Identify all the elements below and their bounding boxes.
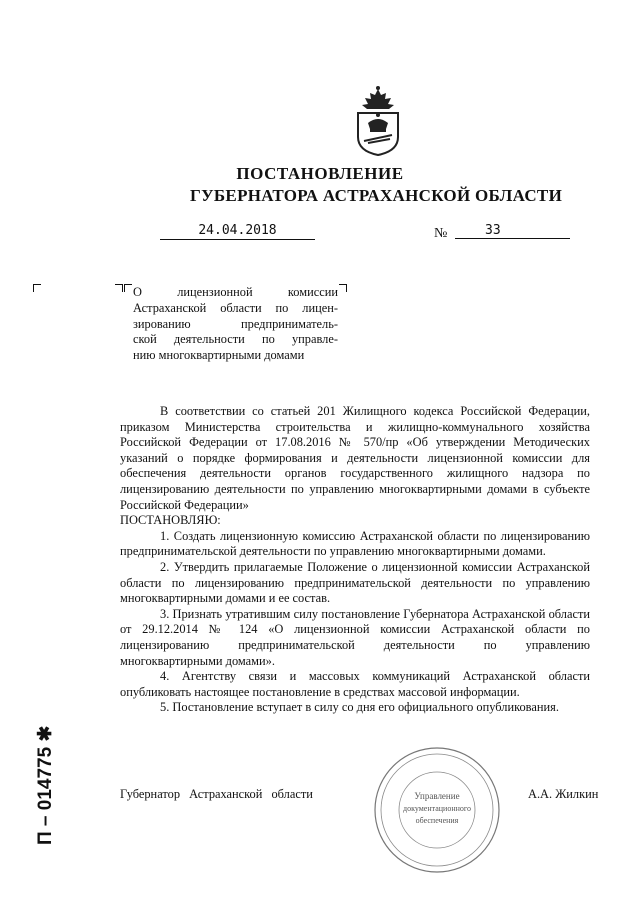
document-issuer: ГУБЕРНАТОРА АСТРАХАНСКОЙ ОБЛАСТИ	[190, 186, 563, 205]
item-paragraph: 5. Постановление вступает в силу со дня его официального опубликования.	[160, 700, 559, 715]
subject-line: ской деятельности по управле-	[133, 332, 338, 347]
subject-line: О лицензионной комиссии	[133, 285, 338, 299]
preamble-paragraph: В соответствии со статьей 201 Жилищного кодекса Российской Федерации, приказом Министерства строительства и жилищно-коммунального хозяйства Российской Федерации от 17.08.2016 № 570/пр «Об утверждении Методических указаний о порядке формирования и деятельности лицензионной комиссии для обеспечения деятельности органов государственного жилищного надзора по лицензированию деятельности по управлению многоквартирными домами в субъекте Российской Федерации»	[120, 404, 590, 512]
official-stamp	[372, 745, 502, 875]
serial-number	[22, 685, 62, 845]
corner-mark	[33, 284, 41, 292]
document-date: 24.04.2018	[160, 223, 315, 240]
corner-mark	[339, 284, 347, 292]
document-title: ПОСТАНОВЛЕНИЕ	[236, 164, 404, 183]
item-paragraph: 4. Агентству связи и массовых коммуникаций Астраханской области опубликовать настоящее постановление в средствах массовой информации.	[120, 669, 590, 699]
stamp-text: документационного	[403, 804, 471, 813]
document-body	[120, 404, 590, 716]
document-subject	[133, 285, 338, 364]
item-paragraph: 2. Утвердить прилагаемые Положение о лицензионной комиссии Астраханской области по лицензированию предпринимательской деятельности по управлению многоквартирными домами и ее состав.	[120, 559, 590, 606]
decree-word: ПОСТАНОВЛЯЮ:	[120, 513, 221, 528]
corner-mark	[124, 284, 132, 292]
stamp-text: обеспечения	[415, 816, 459, 825]
number-sign: №	[434, 226, 448, 241]
signer-name: А.А. Жилкин	[528, 787, 599, 801]
item-paragraph: 3. Признать утратившим силу постановление Губернатора Астраханской области от 29.12.2014 № 124 «О лицензионной комиссии Астраханской области по лицензированию предпринимательской деятельности по управлению многоквартирными домами».	[120, 606, 590, 668]
item-paragraph: 1. Создать лицензионную комиссию Астраханской области по лицензированию предпринимательской деятельности по управлению многоквартирными домами.	[120, 528, 590, 559]
serial-number-text: П – 014775 ✱	[35, 725, 56, 845]
signer-position: Губернатор Астраханской области	[120, 787, 313, 801]
subject-line: нию многоквартирными домами	[133, 348, 305, 363]
subject-line: Астраханской области по лицен-	[133, 300, 338, 315]
document-number: 33	[455, 223, 570, 239]
coat-of-arms-icon	[350, 85, 406, 157]
stamp-text: Управление	[414, 791, 460, 801]
subject-line: зированию предприниматель-	[133, 316, 338, 331]
corner-mark	[115, 284, 123, 292]
